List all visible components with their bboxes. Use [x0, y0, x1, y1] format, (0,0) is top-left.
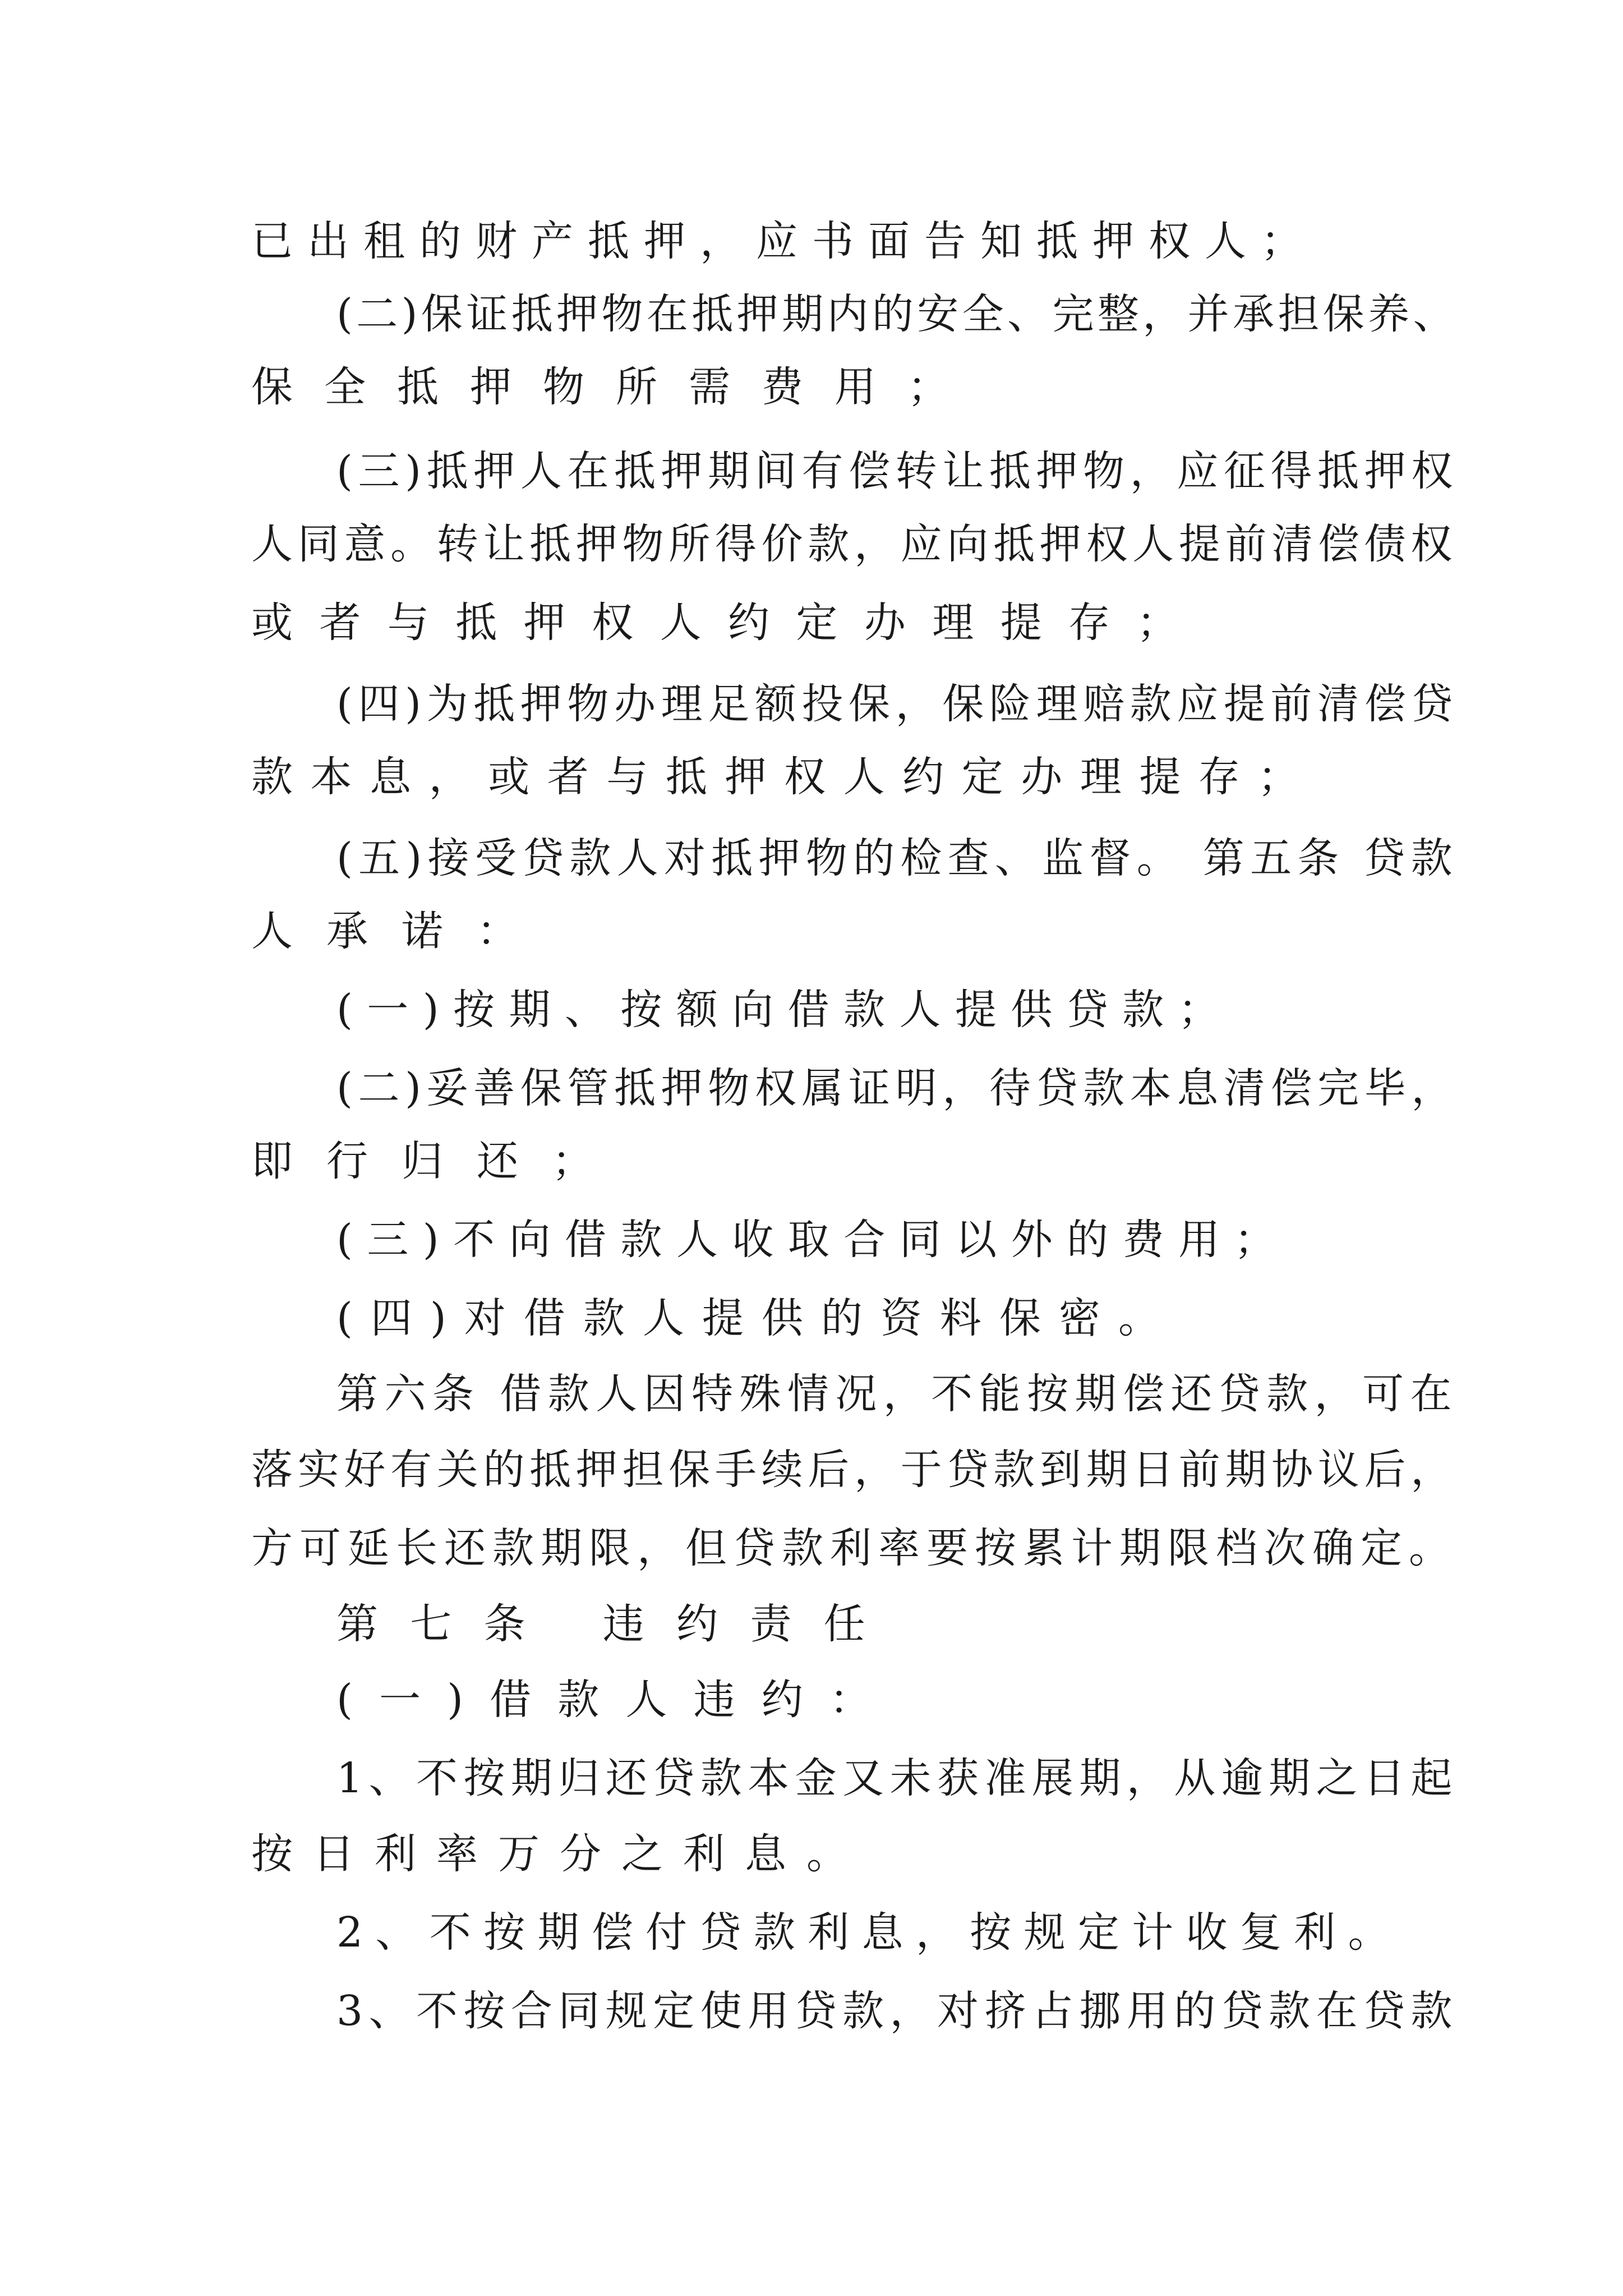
- text-line: 第六条 借款人因特殊情况，不能按期偿还贷款，可在: [336, 1370, 1458, 1418]
- text-line: 第七条 违约责任: [336, 1600, 897, 1648]
- text-line: 即行归还；: [251, 1137, 627, 1185]
- text-line: (五)接受贷款人对抵押物的检查、监督。 第五条 贷款: [336, 834, 1458, 882]
- text-line: 落实好有关的抵押担保手续后，于贷款到期日前期协议后，: [251, 1446, 1457, 1494]
- text-line: 人承诺：: [251, 907, 552, 955]
- text-line: 1、不按期归还贷款本金又未获准展期，从逾期之日起: [336, 1754, 1458, 1802]
- text-line: 款本息，或者与抵押权人约定办理提存；: [251, 753, 1317, 801]
- text-line: (一)借款人违约：: [336, 1676, 897, 1724]
- text-line: (一)按期、按额向借款人提供贷款；: [336, 986, 1234, 1034]
- text-line: 3、不按合同规定使用贷款，对挤占挪用的贷款在贷款: [336, 1987, 1458, 2035]
- text-line: (二)妥善保管抵押物权属证明，待贷款本息清偿完毕，: [336, 1064, 1458, 1112]
- text-line: 按日利率万分之利息。: [251, 1830, 868, 1878]
- text-line: (三)抵押人在抵押期间有偿转让抵押物，应征得抵押权: [336, 447, 1458, 495]
- text-line: (三)不向借款人收取合同以外的费用；: [336, 1216, 1290, 1264]
- text-line: (四)为抵押物办理足额投保，保险理赔款应提前清偿贷: [336, 680, 1458, 728]
- text-line: 2、不按期偿付贷款利息，按规定计收复利。: [336, 1908, 1402, 1957]
- text-line: 已出租的财产抵押，应书面告知抵押权人；: [251, 217, 1317, 265]
- text-line: 保全抵押物所需费用；: [251, 363, 980, 411]
- text-line: 方可延长还款期限，但贷款利率要按累计期限档次确定。: [251, 1524, 1457, 1572]
- text-line: 或者与抵押权人约定办理提存；: [251, 599, 1205, 647]
- text-line: (二)保证抵押物在抵押期内的安全、完整，并承担保养、: [336, 290, 1458, 338]
- text-line: 人同意。转让抵押物所得价款，应向抵押权人提前清偿债权: [251, 520, 1457, 568]
- text-line: (四)对借款人提供的资料保密。: [336, 1294, 1178, 1342]
